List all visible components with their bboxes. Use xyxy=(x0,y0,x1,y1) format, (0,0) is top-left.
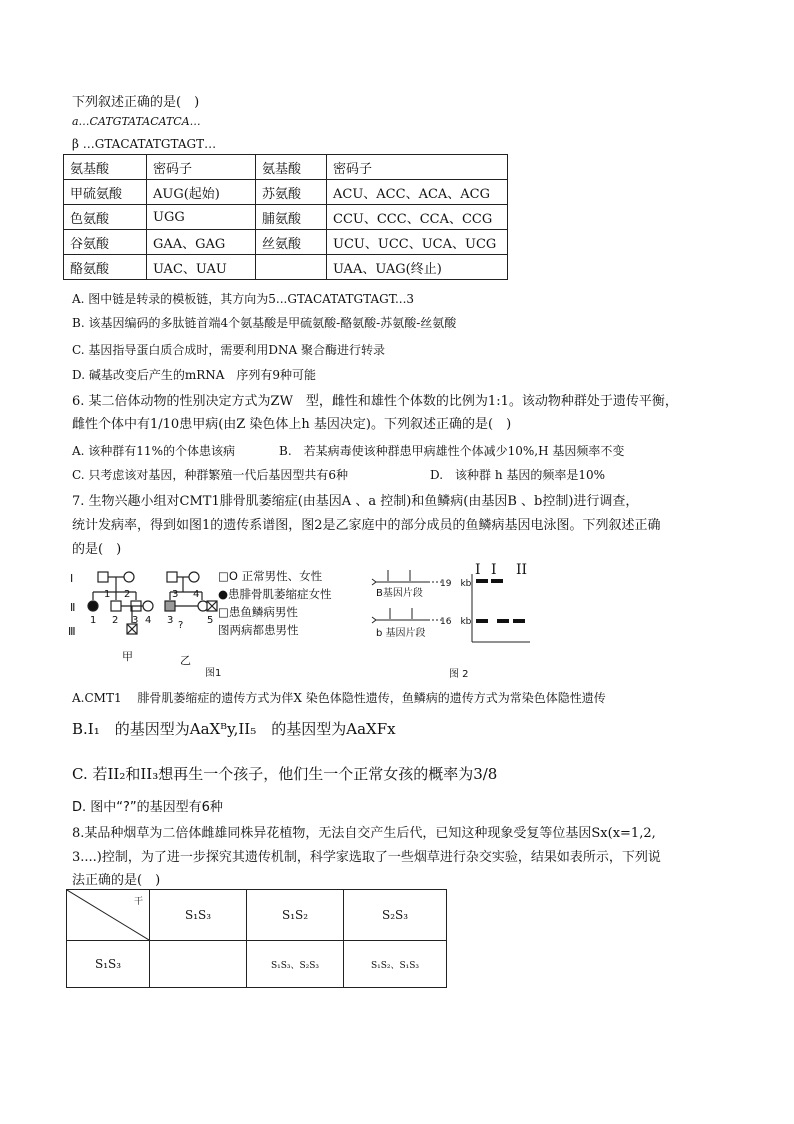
pedigree-figure xyxy=(66,565,366,680)
q7-option-c: C. 若II₂和II₃想再生一个孩子，他们生一个正常女孩的概率为3/8 xyxy=(72,765,498,783)
q5-option-c: C. 基因指导蛋白质合成时，需要利用DNA 聚合酶进行转录 xyxy=(72,343,385,357)
table-corner-cell xyxy=(67,890,150,941)
legend-fish-scale-male: □患鱼鳞病男性 xyxy=(218,605,298,619)
table-header: 密码子 xyxy=(147,155,256,180)
table-cell: 谷氨酸 xyxy=(64,230,147,255)
q7-stem-line3: 的是( ) xyxy=(72,542,122,557)
legend-cmt1-female: ●患腓骨肌萎缩症女性 xyxy=(218,587,332,601)
lane-label: I xyxy=(475,562,481,578)
q5-option-d: D. 碱基改变后产生的mRNA 序列有9种可能 xyxy=(72,368,317,382)
q7-option-a: A.CMT1 腓骨肌萎缩症的遗传方式为伴X 染色体隐性遗传，鱼鳞病的遗传方式为常染色体隐性遗传 xyxy=(72,691,606,705)
pedigree-female-normal xyxy=(124,572,134,582)
table-cell: ACU、ACC、ACA、ACG xyxy=(327,180,508,205)
table-cell: S₁S₃、S₂S₃ xyxy=(247,941,344,988)
table-header: 密码子 xyxy=(327,155,508,180)
individual-number: 3 xyxy=(132,615,139,626)
table-cell: AUG(起始) xyxy=(147,180,256,205)
q8-stem-line3: 法正确的是( ) xyxy=(72,873,161,888)
q7-option-d: D. 图中“?”的基因型有6种 xyxy=(72,800,223,815)
figure-1-caption: 图1 xyxy=(205,668,222,679)
figure-2-caption: 图 2 xyxy=(449,669,469,680)
q6-option-b: B. 若某病毒使该种群患甲病雄性个体减少10%,H 基因频率不变 xyxy=(279,444,625,458)
generation-label-1: Ⅰ xyxy=(70,572,74,585)
table-header-row xyxy=(67,890,447,941)
table-row xyxy=(64,205,508,230)
q8-stem-line2: 3....)控制，为了进一步探究其遗传机制，科学家选取了一些烟草进行杂交实验，结果如表所示，下列说 xyxy=(72,850,661,865)
q6-stem-line2: 雌性个体中有1/10患甲病(由Z 染色体上h 基因决定)。下列叙述正确的是( ) xyxy=(72,417,512,432)
pedigree-male-normal xyxy=(98,572,108,582)
individual-number: 1 xyxy=(90,615,97,626)
beta-chain: β …GTACATATGTAGT… xyxy=(72,137,217,151)
fragment-size: 16 kb xyxy=(440,617,472,627)
table-cell: GAA、GAG xyxy=(147,230,256,255)
individual-number: 3 xyxy=(172,589,179,600)
electrophoresis-figure xyxy=(370,562,540,662)
q6-stem-line1: 6. 某二倍体动物的性别决定方式为ZW 型，雌性和雄性个体数的比例为1:1。该动物种群处于遗传平衡， xyxy=(72,394,678,409)
table-cell: 酪氨酸 xyxy=(64,255,147,280)
table-header: S₁S₂ xyxy=(247,890,344,941)
q7-option-b: B.I₁ 的基因型为AaXᴮy,II₅ 的基因型为AaXFx xyxy=(72,720,396,738)
q8-stem-line1: 8.某品种烟草为二倍体雌雄同株异花植物，无法自交产生后代，已知这种现象受复等位基因Sx(x=1,2, xyxy=(72,826,656,841)
table-corner-label: 干 xyxy=(133,897,143,907)
lane-label: II xyxy=(516,562,528,578)
gel-band xyxy=(513,619,525,623)
individual-number: 5 xyxy=(207,615,214,626)
table-row-header: S₁S₃ xyxy=(67,941,150,988)
family-label: 甲 xyxy=(122,650,133,663)
generation-label-3: Ⅲ xyxy=(68,625,76,638)
q6-option-d: D. 该种群 h 基因的频率是10% xyxy=(430,468,606,482)
question-intro: 下列叙述正确的是( ) xyxy=(72,95,200,110)
table-header: S₁S₃ xyxy=(150,890,247,941)
table-row xyxy=(67,941,447,988)
table-header: S₂S₃ xyxy=(344,890,447,941)
alpha-chain: a…CATGTATACATCA… xyxy=(72,115,201,128)
gel-band xyxy=(476,619,488,623)
legend-both-diseases-male: 图两病都患男性 xyxy=(218,623,299,637)
family-label: 乙 xyxy=(180,654,191,667)
q7-stem-line2: 统计发病率，得到如图1的遗传系谱图，图2是乙家庭中的部分成员的鱼鳞病基因电泳图。下列叙述正确 xyxy=(72,518,661,533)
codon-table xyxy=(63,154,508,280)
table-cell: 苏氨酸 xyxy=(256,180,327,205)
table-header: 氨基酸 xyxy=(64,155,147,180)
fragment-size: 19 kb xyxy=(440,579,472,589)
pedigree-male-normal xyxy=(111,601,121,611)
table-cell: 甲硫氨酸 xyxy=(64,180,147,205)
pedigree-male-fish-scale xyxy=(165,601,175,611)
table-row xyxy=(64,255,508,280)
legend-normal: □O 正常男性、女性 xyxy=(218,569,323,583)
q6-option-c: C. 只考虑该对基因，种群繁殖一代后基因型共有6种 xyxy=(72,468,349,482)
individual-number: 2 xyxy=(112,615,119,626)
table-cell xyxy=(256,255,327,280)
b-gene-label: B基因片段 xyxy=(376,588,423,599)
individual-number: 3 xyxy=(167,615,174,626)
generation-label-2: Ⅱ xyxy=(70,601,76,614)
gel-band xyxy=(476,579,488,583)
table-cell xyxy=(150,941,247,988)
pedigree-female-normal xyxy=(143,601,153,611)
table-cell: 丝氨酸 xyxy=(256,230,327,255)
pedigree-male-normal xyxy=(167,572,177,582)
table-cell: S₁S₂、S₁S₃ xyxy=(344,941,447,988)
table-cell: UAC、UAU xyxy=(147,255,256,280)
table-cell: CCU、CCC、CCA、CCG xyxy=(327,205,508,230)
gel-band xyxy=(497,619,509,623)
individual-number: 2 xyxy=(124,589,131,600)
lane-label: I xyxy=(491,562,497,578)
b-small-gene-label: b 基因片段 xyxy=(376,628,426,639)
table-header-row xyxy=(64,155,508,180)
pedigree-female-affected xyxy=(88,601,98,611)
individual-number: 1 xyxy=(104,589,111,600)
unknown-individual: ? xyxy=(178,620,184,631)
q5-option-a: A. 图中链是转录的模板链，其方向为5...GTACATATGTAGT...3 xyxy=(72,292,415,306)
table-cell: UAA、UAG(终止) xyxy=(327,255,508,280)
gel-band xyxy=(491,579,503,583)
table-cell: UCU、UCC、UCA、UCG xyxy=(327,230,508,255)
individual-number: 4 xyxy=(145,615,152,626)
cross-table xyxy=(66,889,447,988)
q6-option-a: A. 该种群有11%的个体患该病 xyxy=(72,444,235,458)
table-header: 氨基酸 xyxy=(256,155,327,180)
table-row xyxy=(64,230,508,255)
table-row xyxy=(64,180,508,205)
pedigree-female-normal xyxy=(189,572,199,582)
q5-option-b: B. 该基因编码的多肽链首端4个氨基酸是甲硫氨酸-酪氨酸-苏氨酸-丝氨酸 xyxy=(72,316,457,330)
table-cell: 色氨酸 xyxy=(64,205,147,230)
individual-number: 4 xyxy=(193,589,200,600)
table-cell: 脯氨酸 xyxy=(256,205,327,230)
q7-stem-line1: 7. 生物兴趣小组对CMT1腓骨肌萎缩症(由基因A 、a 控制)和鱼鳞病(由基因B 、b控制)进行调查， xyxy=(72,494,639,509)
table-cell: UGG xyxy=(147,205,256,230)
